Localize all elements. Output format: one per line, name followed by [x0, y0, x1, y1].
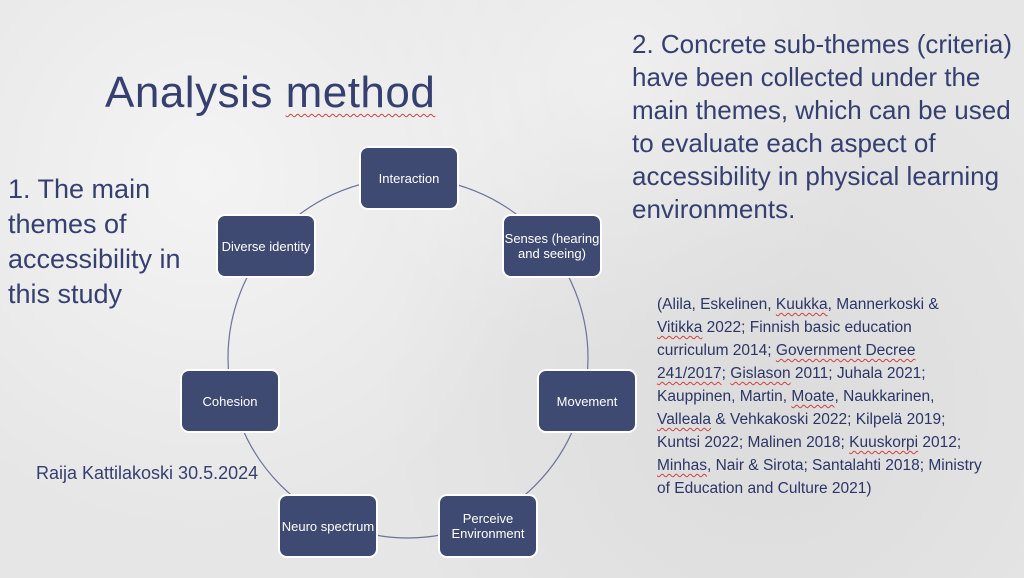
node-neuro-label: Neuro spectrum	[281, 518, 375, 534]
reference-segment: Vitikka	[657, 319, 703, 336]
reference-segment: 2012;	[918, 434, 962, 451]
reference-segment: Kuukka	[775, 296, 828, 313]
node-diverse-label: Diverse identity	[221, 238, 311, 254]
reference-segment: 2011; Juhala 2021; Kauppinen, Martin,	[657, 365, 926, 405]
reference-segment: Valleala	[657, 411, 712, 428]
node-interaction	[361, 148, 457, 208]
reference-segment: Moate	[791, 388, 835, 405]
node-perceive-label: Perceive Environment	[451, 511, 525, 541]
reference-segment: Government Decree 241/2017	[657, 342, 916, 382]
main-themes-caption: 1. The main themes of accessibility in this study	[8, 174, 181, 309]
reference-segment: Kuuskorpi	[849, 434, 919, 451]
author-date: Raija Kattilakoski 30.5.2024	[36, 463, 259, 483]
reference-segment: , Nair & Sirota; Santalahti 2018; Ministry of Education and Culture 2021)	[657, 457, 982, 497]
reference-segment: , Mannerkoski &	[827, 296, 939, 313]
node-perceive-environment	[440, 496, 536, 556]
node-interaction-label: Interaction	[378, 170, 440, 186]
node-diverse-identity	[218, 216, 314, 276]
reference-segment: & Vehkakoski 2022; Kilpelä 2019; Kuntsi 2022; Malinen 2018;	[657, 411, 946, 451]
title-word-method: method	[285, 68, 436, 117]
node-cohesion	[182, 371, 278, 431]
reference-segment: ;	[721, 365, 731, 382]
reference-segment: (Alila, Eskelinen,	[657, 296, 776, 313]
node-senses-label: Senses (hearing and seeing)	[504, 231, 600, 261]
node-senses	[504, 216, 600, 276]
reference-segment: 2022; Finnish basic education curriculum 2014;	[657, 319, 912, 359]
title-word-analysis: Analysis	[105, 68, 273, 117]
node-neuro-spectrum	[280, 496, 376, 556]
sub-themes-caption: 2. Concrete sub-themes (criteria) have been collected under the main themes, which can be used to evaluate each aspect of accessibility in physical learning environments.	[632, 29, 1013, 224]
reference-segment: , Naukkarinen,	[834, 388, 935, 405]
reference-segment: Gislason	[730, 365, 791, 382]
reference-segment: Minhas	[657, 457, 707, 474]
node-cohesion-label: Cohesion	[202, 393, 258, 409]
node-movement	[539, 371, 635, 431]
node-movement-label: Movement	[556, 393, 618, 409]
